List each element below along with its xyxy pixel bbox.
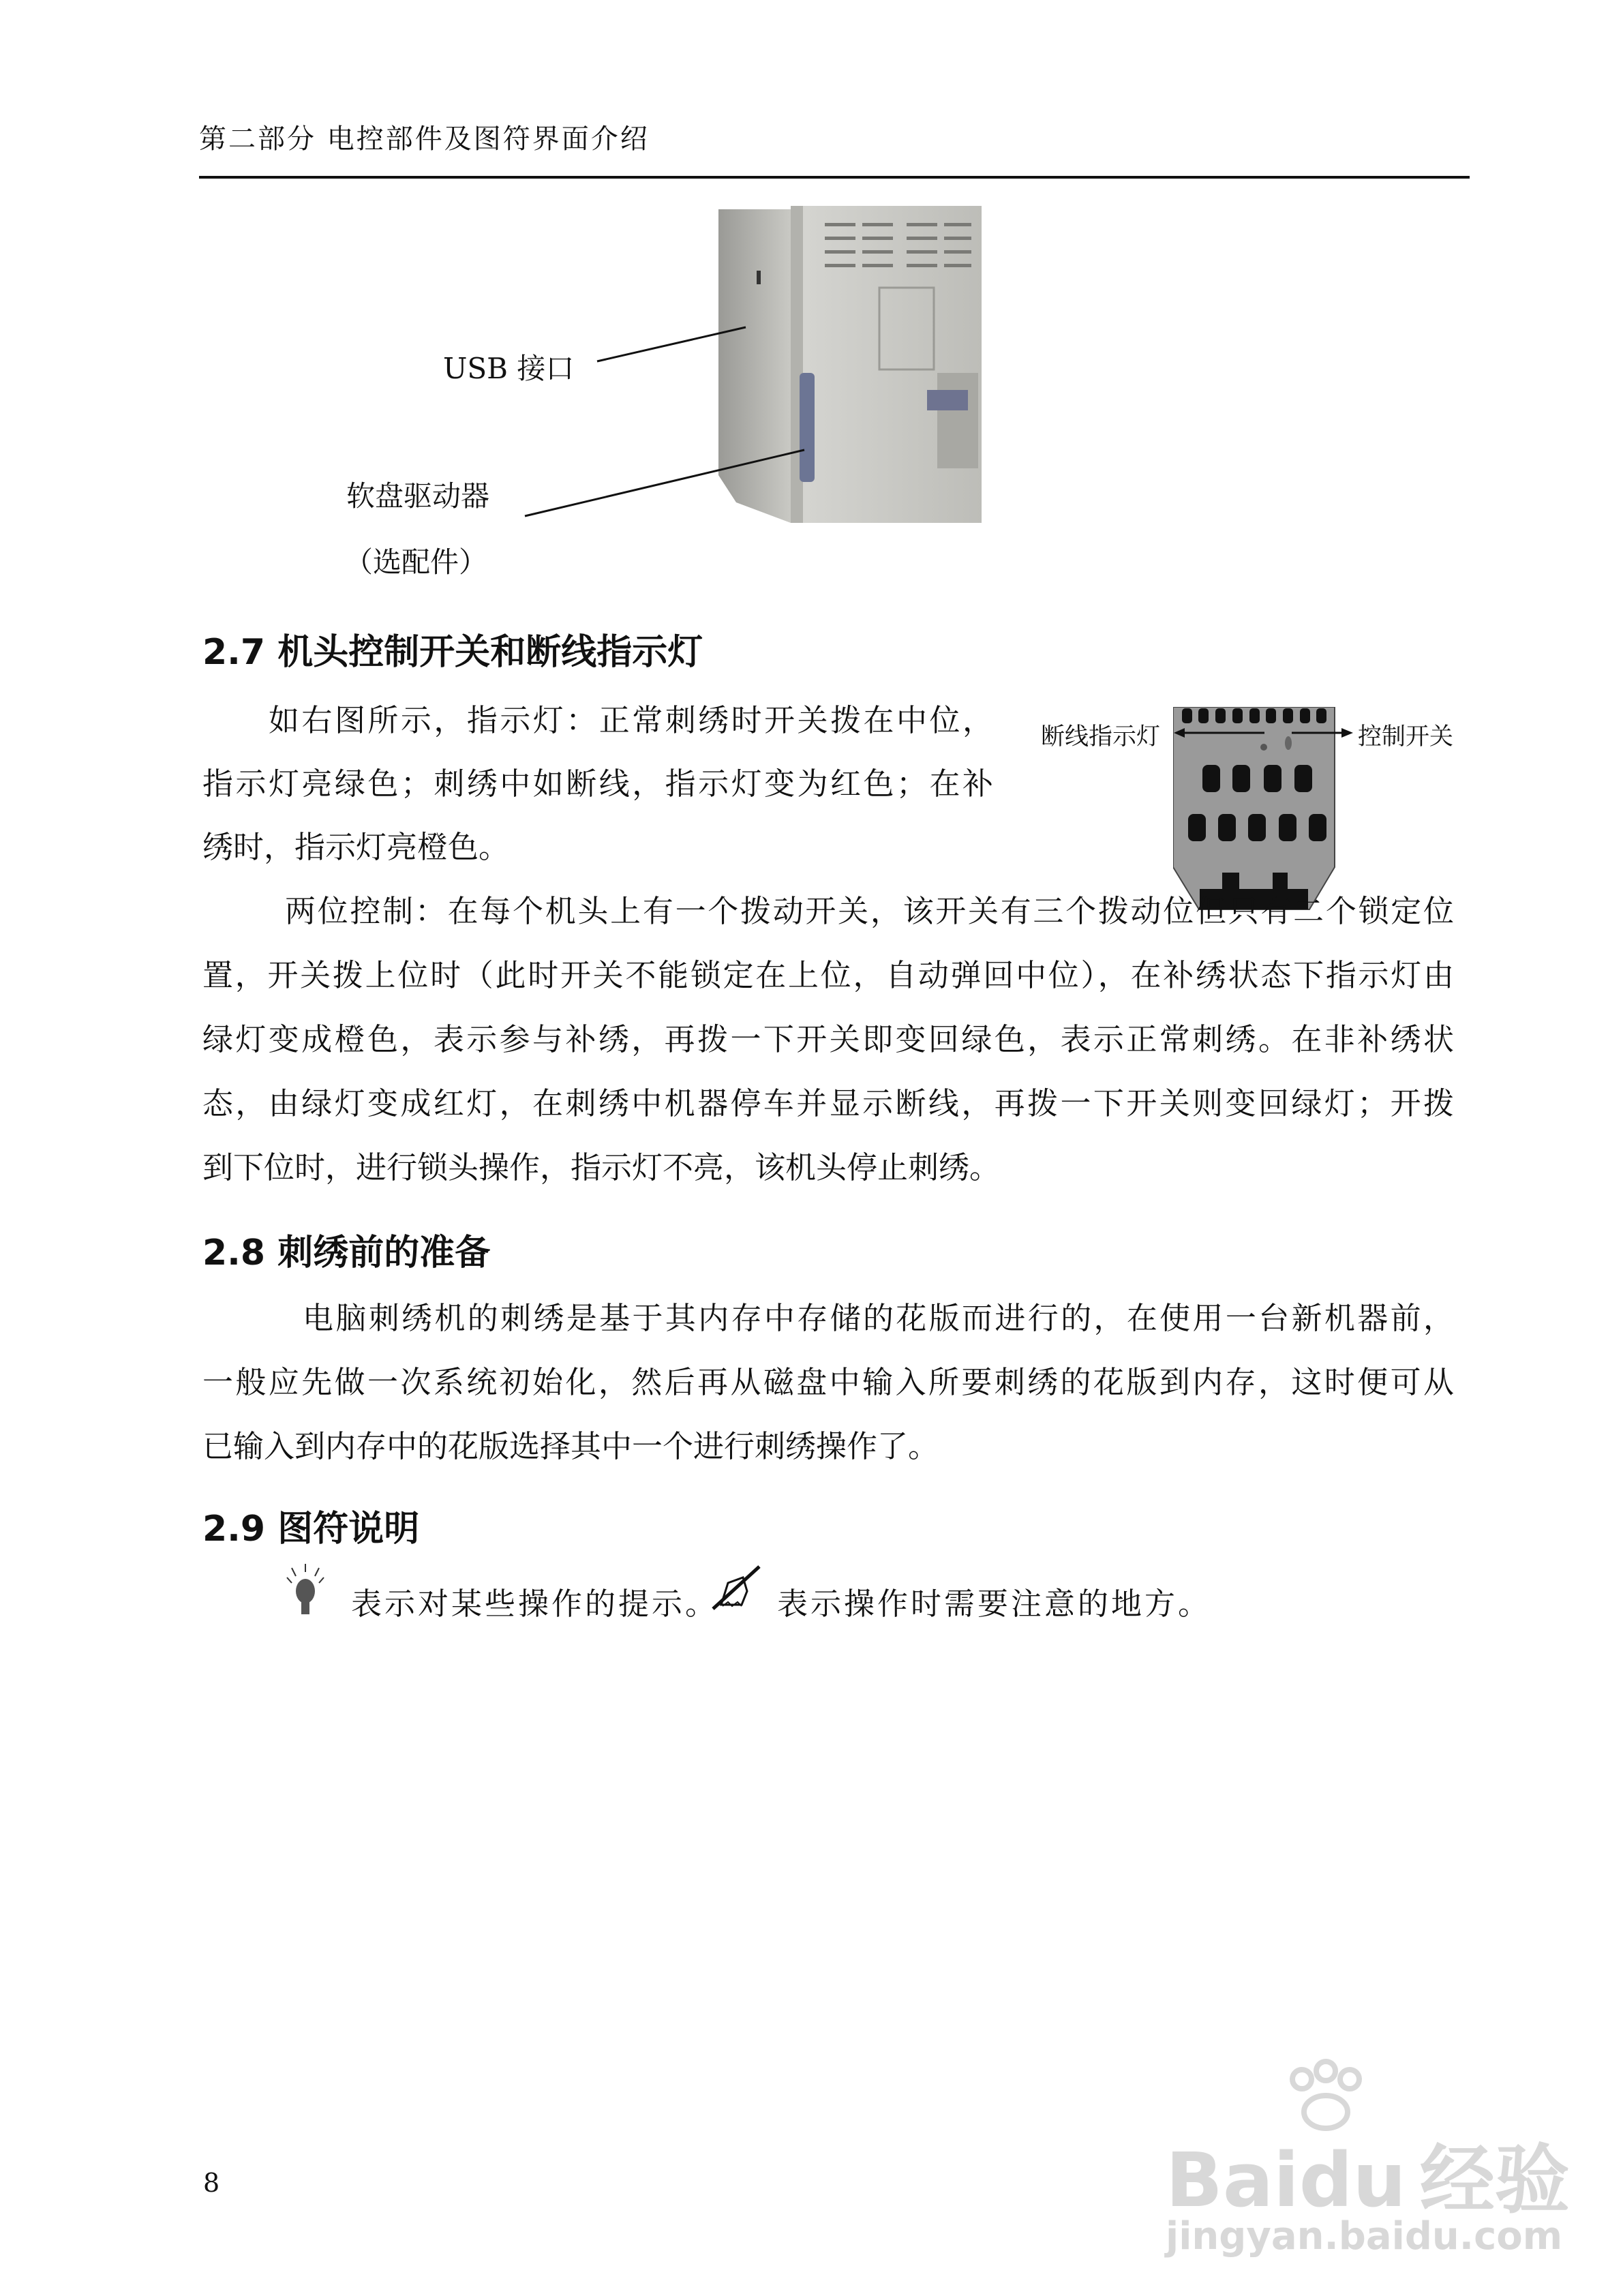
- paragraph-line: 绣时，指示灯亮橙色。: [202, 829, 510, 865]
- watermark-url: jingyan.baidu.com: [1166, 2214, 1563, 2259]
- callout-lines: [0, 0, 818, 545]
- paragraph-line: 两位控制：在每个机头上有一个拨动开关，该开关有三个拨动位但只有二个锁定位: [285, 893, 1454, 929]
- page-number: 8: [203, 2168, 220, 2198]
- watermark-logo: [1166, 2120, 1570, 2228]
- note-description: 表示操作时需要注意的地方。: [777, 1586, 1212, 1622]
- paragraph-line: 电脑刺绣机的刺绣是基于其内存中存储的花版而进行的，在使用一台新机器前，: [303, 1300, 1454, 1336]
- lightbulb-icon: [285, 1562, 326, 1617]
- pen-hand-icon: [709, 1564, 763, 1612]
- watermark-suffix: 经验: [1419, 2136, 1570, 2224]
- section-heading-2-7: 2.7 机头控制开关和断线指示灯: [202, 632, 703, 673]
- paw-icon: [1281, 2059, 1370, 2134]
- usb-port-label: USB 接口: [443, 352, 575, 385]
- section-heading-2-9: 2.9 图符说明: [202, 1509, 420, 1550]
- paragraph-line: 绿灯变成橙色，表示参与补绣，再拨一下开关即变回绿色，表示正常刺绣。在非补绣状: [202, 1021, 1454, 1057]
- paragraph-line: 态，由绿灯变成红灯，在刺绣中机器停车并显示断线，再拨一下开关则变回绿灯；开拨: [202, 1085, 1454, 1121]
- paragraph-line: 已输入到内存中的花版选择其中一个进行刺绣操作了。: [202, 1428, 939, 1464]
- paragraph-line: 一般应先做一次系统初始化，然后再从磁盘中输入所要刺绣的花版到内存，这时便可从: [202, 1364, 1454, 1400]
- paragraph-line: 如右图所示，指示灯：正常刺绣时开关拨在中位，: [269, 702, 993, 738]
- tip-description: 表示对某些操作的提示。: [351, 1586, 719, 1622]
- optional-accessory-note: （选配件）: [344, 545, 488, 579]
- control-switch-label: 控制开关: [1358, 723, 1454, 751]
- paragraph-line: 到下位时，进行锁头操作，指示灯不亮，该机头停止刺绣。: [202, 1149, 1001, 1185]
- section-heading-2-8: 2.8 刺绣前的准备: [202, 1233, 491, 1273]
- indicator-light-label: 断线指示灯: [1041, 723, 1161, 751]
- paragraph-line: 指示灯亮绿色；刺绣中如断线，指示灯变为红色；在补: [202, 766, 993, 802]
- watermark-brand: Baidu: [1166, 2136, 1406, 2224]
- panel-arrows: [1159, 709, 1363, 750]
- floppy-drive-label: 软盘驱动器: [346, 479, 490, 513]
- paragraph-line: 置，开关拨上位时（此时开关不能锁定在上位，自动弹回中位），在补绣状态下指示灯由: [202, 957, 1454, 993]
- page-header: 第二部分 电控部件及图符界面介绍: [199, 123, 650, 155]
